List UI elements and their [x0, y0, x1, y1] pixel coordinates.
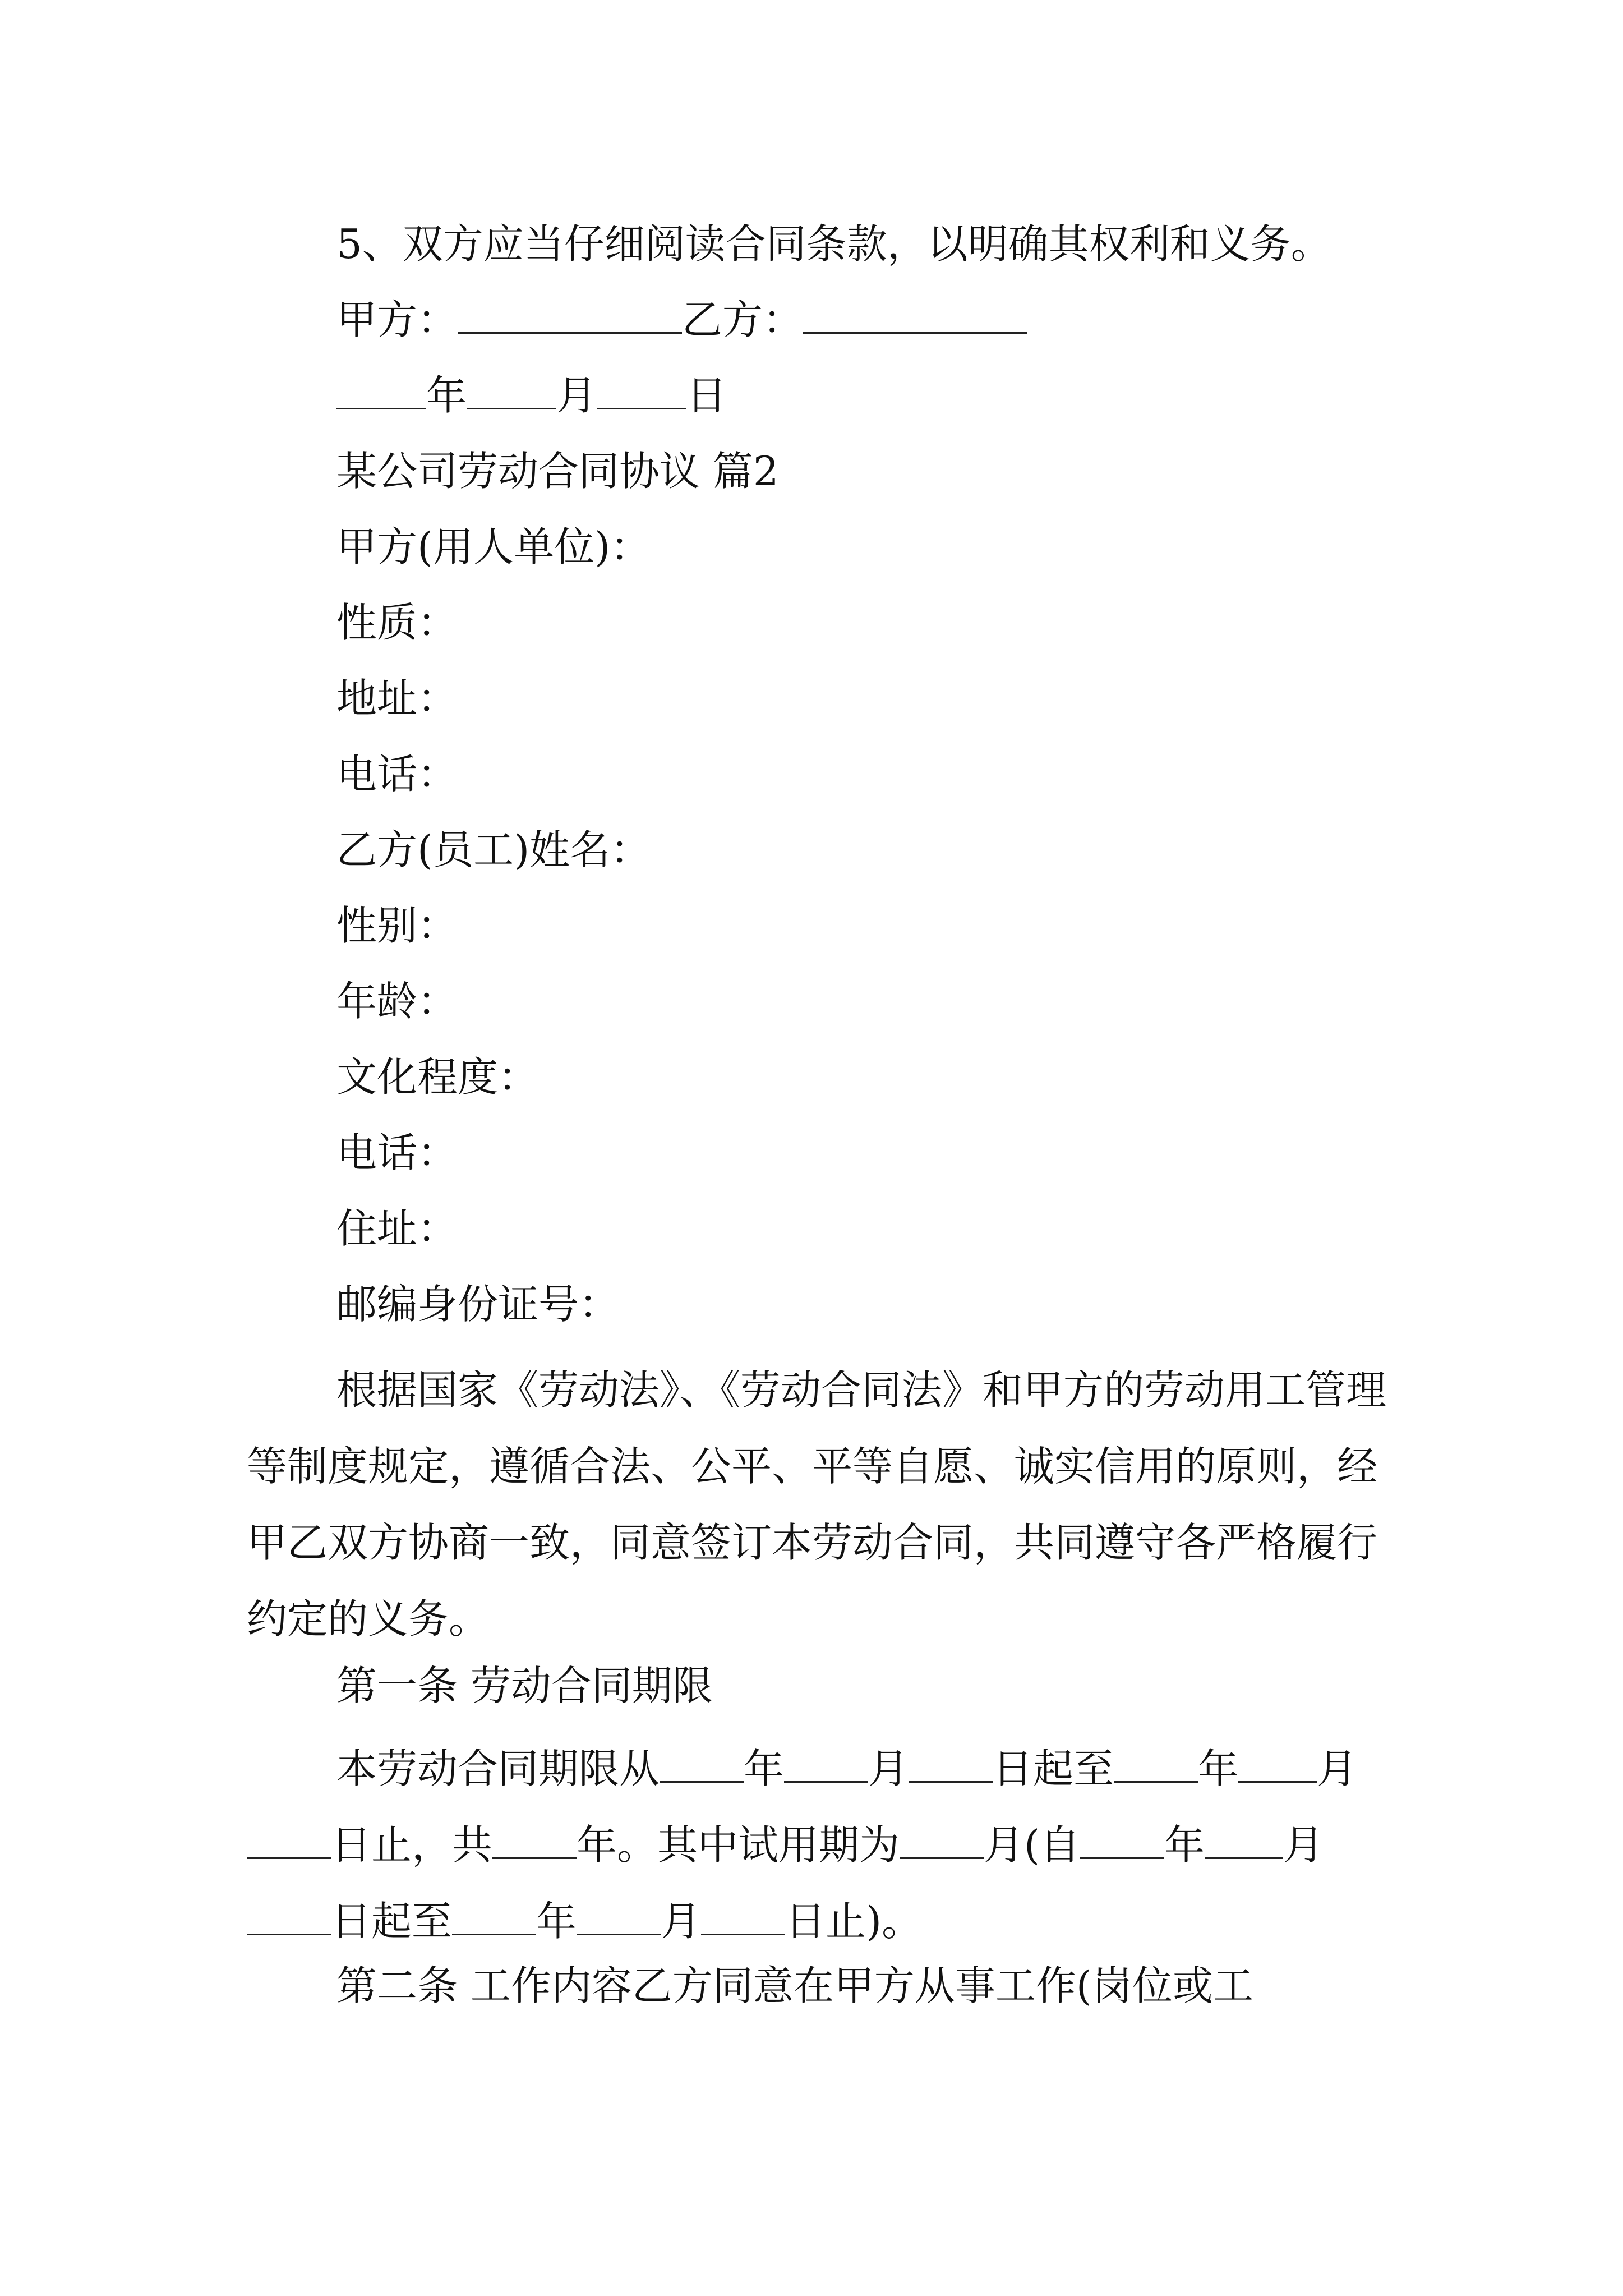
- probation-month: 月: [1283, 1821, 1324, 1869]
- probation-year-2: 年: [536, 1898, 577, 1945]
- employee-name-field: 乙方(员工)姓名：: [336, 826, 651, 873]
- blank: [452, 1900, 536, 1935]
- preamble-paragraph: 根据国家《劳动法》、《劳动合同法》和甲方的劳动用工管理等制度规定，遵循合法、公平、平等自愿、诚实信用的原则，经甲乙双方协商一致，同意签订本劳动合同，共同遵守各严格履行约定的义务。: [247, 1366, 1387, 1642]
- term-year-2: 年: [1198, 1745, 1239, 1792]
- blank: [577, 1900, 661, 1935]
- employer-field: 甲方(用人单位)：: [336, 523, 651, 570]
- probation-month-2: 月: [661, 1898, 702, 1945]
- party-a-label: 甲方：: [336, 296, 458, 343]
- blank: [701, 1900, 785, 1935]
- year-label: 年: [426, 372, 467, 419]
- phone-field-b: 电话：: [336, 1129, 458, 1176]
- blank: [1238, 1747, 1317, 1783]
- day-blank: [597, 374, 686, 409]
- signature-date: [336, 367, 727, 424]
- blank: [247, 1824, 331, 1859]
- term-intro: 本劳动合同期限从: [336, 1745, 660, 1792]
- article-1-title: 第一条 劳动合同期限: [336, 1662, 713, 1709]
- probation-year: 年: [1164, 1821, 1205, 1869]
- blank: [1114, 1747, 1198, 1783]
- blank: [660, 1747, 744, 1783]
- signature-line: [336, 292, 1027, 348]
- gender-field: 性别：: [336, 902, 458, 949]
- blank: [492, 1824, 577, 1859]
- probation-day-from: 日起至: [331, 1898, 453, 1945]
- probation-month-from: 月(自: [984, 1821, 1081, 1869]
- term-year: 年: [744, 1745, 785, 1792]
- blank: [900, 1824, 984, 1859]
- article-2: 第二条 工作内容乙方同意在甲方从事工作(岗位或工: [336, 1962, 1253, 2009]
- term-month-2: 月: [1317, 1745, 1358, 1792]
- term-years-total: 年。其中试用期为: [577, 1821, 900, 1869]
- probation-end: 日止)。: [785, 1898, 923, 1945]
- education-field: 文化程度：: [336, 1053, 539, 1101]
- section-title: 某公司劳动合同协议 篇2: [336, 448, 779, 495]
- year-blank: [336, 374, 426, 409]
- day-label: 日: [686, 372, 727, 419]
- blank: [784, 1747, 868, 1783]
- month-label: 月: [556, 372, 597, 419]
- term-day-from: 日起至: [993, 1745, 1114, 1792]
- blank: [1080, 1824, 1164, 1859]
- party-a-blank: [458, 298, 682, 334]
- postcode-id-field: 邮编身份证号：: [336, 1281, 620, 1328]
- month-blank: [467, 374, 556, 409]
- term-day-end: 日止，共: [331, 1821, 493, 1869]
- address-field: 地址：: [336, 675, 458, 722]
- residence-field: 住址：: [336, 1205, 458, 1252]
- party-b-label: 乙方：: [682, 296, 804, 343]
- blank: [1205, 1824, 1283, 1859]
- phone-field-a: 电话：: [336, 751, 458, 798]
- clause-5: 5、双方应当仔细阅读合同条款，以明确其权利和义务。: [336, 220, 1331, 268]
- blank: [247, 1900, 331, 1935]
- term-month: 月: [868, 1745, 909, 1792]
- party-b-blank: [803, 298, 1027, 334]
- article-1-body: [247, 1731, 1391, 1959]
- age-field: 年龄：: [336, 978, 458, 1025]
- blank: [909, 1747, 993, 1783]
- nature-field: 性质：: [336, 599, 458, 646]
